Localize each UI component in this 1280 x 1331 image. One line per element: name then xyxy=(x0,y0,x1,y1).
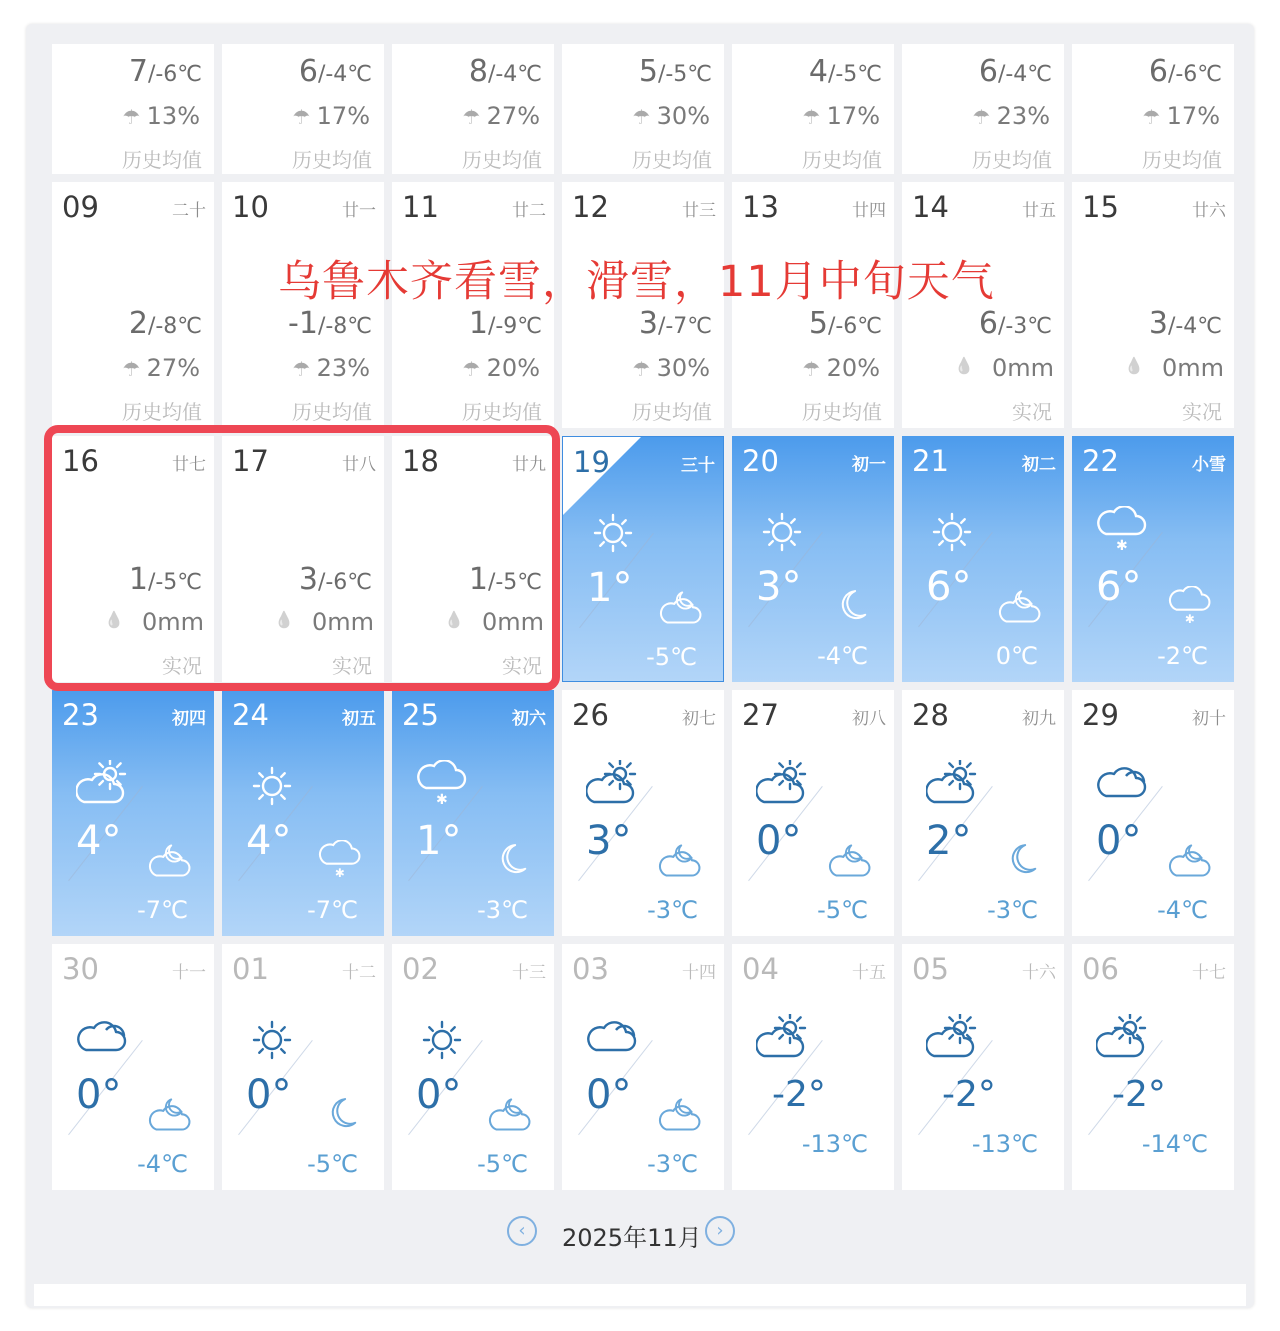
day-cell[interactable] xyxy=(902,436,1064,682)
bottom-bar xyxy=(34,1284,1246,1306)
day-cell[interactable] xyxy=(52,944,214,1190)
lunar-date: 廿三 xyxy=(682,201,716,221)
day-cell[interactable] xyxy=(1072,436,1234,682)
lunar-date: 廿九 xyxy=(512,455,546,475)
forecast-high: 0° xyxy=(76,1072,122,1118)
partly-cloudy-icon xyxy=(926,760,978,816)
sun-icon xyxy=(246,760,298,816)
precip-amount: 0mm xyxy=(991,354,1054,382)
forecast-low: -5℃ xyxy=(817,896,868,924)
lunar-date: 廿五 xyxy=(1022,201,1056,221)
temperature-range xyxy=(979,306,1052,341)
lunar-date: 小雪 xyxy=(1192,455,1226,475)
forecast-low: -5℃ xyxy=(307,1150,358,1178)
cloud-icon xyxy=(1096,760,1148,816)
svg-text:✱: ✱ xyxy=(1184,612,1195,627)
low-temp: /-4℃ xyxy=(317,62,372,87)
raindrop-icon: 💧 xyxy=(444,610,464,629)
precip-value: 17% xyxy=(826,102,880,130)
forecast-high: 4° xyxy=(76,818,122,864)
precip-chance xyxy=(802,102,880,130)
prev-month-button[interactable]: ‹ xyxy=(507,1216,537,1246)
low-temp: /-7℃ xyxy=(657,314,712,339)
next-month-button[interactable]: › xyxy=(705,1216,735,1246)
precip-chance xyxy=(632,102,710,130)
high-temp: 1 xyxy=(468,306,488,341)
low-temp: /-5℃ xyxy=(147,570,202,595)
high-temp: 3 xyxy=(638,306,658,341)
precip-value: 17% xyxy=(1166,102,1220,130)
forecast-low: -13℃ xyxy=(971,1130,1038,1158)
lunar-date: 初五 xyxy=(342,709,376,729)
day-number: 28 xyxy=(912,698,949,732)
day-cell[interactable] xyxy=(1072,182,1234,428)
forecast-low: -4℃ xyxy=(137,1150,188,1178)
highlight-box xyxy=(44,425,560,691)
cloudy-night-icon xyxy=(658,1094,702,1142)
day-number: 22 xyxy=(1082,444,1119,478)
sun-icon xyxy=(926,506,978,562)
precip-value: 13% xyxy=(146,102,200,130)
lunar-date: 廿二 xyxy=(512,201,546,221)
svg-text:✱: ✱ xyxy=(1116,538,1128,554)
lunar-date: 初八 xyxy=(852,709,886,729)
precip-amount: 0mm xyxy=(141,608,204,636)
forecast-high: 6° xyxy=(1096,564,1142,610)
snow-icon xyxy=(1096,506,1148,562)
low-temp: /-4℃ xyxy=(1167,314,1222,339)
data-source-note: 历史均值 xyxy=(122,148,202,172)
day-number: 30 xyxy=(62,952,99,986)
low-temp: /-8℃ xyxy=(317,314,372,339)
high-temp: 3 xyxy=(1148,306,1168,341)
sun-icon xyxy=(756,506,808,562)
precip-value: 20% xyxy=(826,354,880,382)
precip-chance xyxy=(1142,102,1220,130)
day-cell[interactable] xyxy=(902,944,1064,1190)
data-source-note: 历史均值 xyxy=(122,400,202,424)
precip-value: 30% xyxy=(656,354,710,382)
moon-icon xyxy=(998,840,1042,888)
cloudy-night-icon xyxy=(658,840,702,888)
cloudy-night-icon xyxy=(488,1094,532,1142)
day-cell[interactable] xyxy=(732,44,894,174)
raindrop-icon: 💧 xyxy=(954,356,974,375)
umbrella-icon: ☂ xyxy=(292,357,317,381)
day-number: 27 xyxy=(742,698,779,732)
day-cell[interactable] xyxy=(222,44,384,174)
temperature-range xyxy=(979,54,1052,89)
lunar-date: 十五 xyxy=(852,963,886,983)
lunar-date: 十二 xyxy=(342,963,376,983)
precip-chance xyxy=(122,354,200,382)
umbrella-icon: ☂ xyxy=(122,357,147,381)
precip-chance xyxy=(462,102,540,130)
precip-chance xyxy=(122,102,200,130)
day-number: 29 xyxy=(1082,698,1119,732)
forecast-low: -3℃ xyxy=(647,896,698,924)
day-number: 13 xyxy=(742,190,779,224)
precip-chance xyxy=(802,354,880,382)
high-temp: 6 xyxy=(1148,54,1168,89)
umbrella-icon: ☂ xyxy=(632,357,657,381)
snow-icon xyxy=(1168,586,1212,634)
partly-cloudy-icon xyxy=(926,1014,978,1070)
lunar-date: 初十 xyxy=(1192,709,1226,729)
day-number: 01 xyxy=(232,952,269,986)
low-temp: /-4℃ xyxy=(487,62,542,87)
cloudy-night-icon xyxy=(659,587,703,635)
partly-cloudy-icon xyxy=(756,760,808,816)
day-number: 23 xyxy=(62,698,99,732)
precip-chance xyxy=(462,354,540,382)
lunar-date: 十三 xyxy=(512,963,546,983)
umbrella-icon: ☂ xyxy=(122,105,147,129)
forecast-high: 0° xyxy=(756,818,802,864)
lunar-date: 十六 xyxy=(1022,963,1056,983)
data-source-note: 历史均值 xyxy=(292,400,372,424)
forecast-high: -2° xyxy=(772,1074,826,1115)
lunar-date: 十七 xyxy=(1192,963,1226,983)
data-source-note: 历史均值 xyxy=(802,148,882,172)
high-temp: 4 xyxy=(808,54,828,89)
raindrop-icon: 💧 xyxy=(1124,356,1144,375)
forecast-low: -4℃ xyxy=(817,642,868,670)
forecast-low: 0℃ xyxy=(995,642,1038,670)
temperature-range xyxy=(809,54,882,89)
month-footer xyxy=(0,1206,1280,1258)
forecast-high: 0° xyxy=(586,1072,632,1118)
forecast-high: 1° xyxy=(416,818,462,864)
snow-icon xyxy=(318,840,362,888)
lunar-date: 初六 xyxy=(512,709,546,729)
data-source-note: 实况 xyxy=(332,654,372,678)
forecast-high: 6° xyxy=(926,564,972,610)
day-cell[interactable] xyxy=(392,44,554,174)
umbrella-icon: ☂ xyxy=(972,105,997,129)
high-temp: 1 xyxy=(468,562,488,597)
precip-chance xyxy=(972,102,1050,130)
umbrella-icon: ☂ xyxy=(632,105,657,129)
day-cell[interactable] xyxy=(562,690,724,936)
high-temp: 6 xyxy=(978,306,998,341)
precip-amount: 0mm xyxy=(1161,354,1224,382)
day-cell[interactable] xyxy=(52,44,214,174)
data-source-note: 历史均值 xyxy=(292,148,372,172)
day-cell[interactable] xyxy=(52,182,214,428)
data-source-note: 历史均值 xyxy=(462,400,542,424)
day-cell[interactable] xyxy=(222,944,384,1190)
data-source-note: 实况 xyxy=(1012,400,1052,424)
lunar-date: 初四 xyxy=(172,709,206,729)
partly-cloudy-icon xyxy=(756,1014,808,1070)
precip-value: 30% xyxy=(656,102,710,130)
umbrella-icon: ☂ xyxy=(1142,105,1167,129)
forecast-high: 0° xyxy=(246,1072,292,1118)
temperature-range xyxy=(469,306,542,341)
precip-value: 17% xyxy=(316,102,370,130)
low-temp: /-6℃ xyxy=(827,314,882,339)
data-source-note: 实况 xyxy=(502,654,542,678)
high-temp: -1 xyxy=(288,306,318,341)
lunar-date: 二十 xyxy=(172,201,206,221)
high-temp: 5 xyxy=(808,306,828,341)
precip-value: 23% xyxy=(996,102,1050,130)
high-temp: 6 xyxy=(298,54,318,89)
low-temp: /-4℃ xyxy=(997,62,1052,87)
lunar-date: 初九 xyxy=(1022,709,1056,729)
temperature-range xyxy=(809,306,882,341)
day-number: 26 xyxy=(572,698,609,732)
umbrella-icon: ☂ xyxy=(292,105,317,129)
precip-value: 23% xyxy=(316,354,370,382)
moon-icon xyxy=(828,586,872,634)
low-temp: /-5℃ xyxy=(487,570,542,595)
lunar-date: 三十 xyxy=(681,456,715,476)
forecast-low: -5℃ xyxy=(477,1150,528,1178)
low-temp: /-8℃ xyxy=(147,314,202,339)
low-temp: /-5℃ xyxy=(657,62,712,87)
lunar-date: 廿四 xyxy=(852,201,886,221)
day-cell[interactable] xyxy=(1072,44,1234,174)
lunar-date: 十一 xyxy=(172,963,206,983)
svg-text:✱: ✱ xyxy=(334,866,345,881)
forecast-low: -5℃ xyxy=(646,643,697,671)
day-cell[interactable] xyxy=(1072,690,1234,936)
umbrella-icon: ☂ xyxy=(802,357,827,381)
raindrop-icon: 💧 xyxy=(104,610,124,629)
cloudy-night-icon xyxy=(998,586,1042,634)
day-cell[interactable] xyxy=(52,690,214,936)
high-temp: 3 xyxy=(298,562,318,597)
day-cell[interactable] xyxy=(562,944,724,1190)
day-number: 02 xyxy=(402,952,439,986)
day-number: 06 xyxy=(1082,952,1119,986)
forecast-high: -2° xyxy=(1112,1074,1166,1115)
lunar-date: 十四 xyxy=(682,963,716,983)
temperature-range xyxy=(1149,306,1222,341)
forecast-high: -2° xyxy=(942,1074,996,1115)
partly-cloudy-icon xyxy=(1096,1014,1148,1070)
data-source-note: 历史均值 xyxy=(802,400,882,424)
cloudy-night-icon xyxy=(828,840,872,888)
day-cell[interactable] xyxy=(732,436,894,682)
day-number: 14 xyxy=(912,190,949,224)
sun-icon xyxy=(246,1014,298,1070)
forecast-low: -7℃ xyxy=(137,896,188,924)
day-cell[interactable] xyxy=(392,690,554,936)
day-number: 04 xyxy=(742,952,779,986)
cloud-icon xyxy=(586,1014,638,1070)
day-number: 03 xyxy=(572,952,609,986)
precip-chance xyxy=(292,102,370,130)
low-temp: /-6℃ xyxy=(317,570,372,595)
cloudy-night-icon xyxy=(148,840,192,888)
cloudy-night-icon xyxy=(1168,840,1212,888)
umbrella-icon: ☂ xyxy=(802,105,827,129)
day-cell[interactable] xyxy=(562,436,724,682)
data-source-note: 历史均值 xyxy=(972,148,1052,172)
precip-amount: 0mm xyxy=(311,608,374,636)
moon-icon xyxy=(318,1094,362,1142)
forecast-high: 0° xyxy=(416,1072,462,1118)
temperature-range xyxy=(129,306,202,341)
day-cell[interactable] xyxy=(392,944,554,1190)
forecast-high: 0° xyxy=(1096,818,1142,864)
forecast-low: -3℃ xyxy=(477,896,528,924)
partly-cloudy-icon xyxy=(586,760,638,816)
lunar-date: 初二 xyxy=(1022,455,1056,475)
partly-cloudy-icon xyxy=(76,760,128,816)
temperature-range xyxy=(288,306,372,341)
forecast-low: -2℃ xyxy=(1157,642,1208,670)
day-cell[interactable] xyxy=(732,690,894,936)
day-number: 17 xyxy=(232,444,269,478)
day-number: 20 xyxy=(742,444,779,478)
data-source-note: 历史均值 xyxy=(1142,148,1222,172)
day-number: 12 xyxy=(572,190,609,224)
temperature-range xyxy=(639,306,712,341)
high-temp: 2 xyxy=(128,306,148,341)
day-number: 05 xyxy=(912,952,949,986)
day-number: 09 xyxy=(62,190,99,224)
lunar-date: 廿一 xyxy=(342,201,376,221)
precip-value: 27% xyxy=(486,102,540,130)
temperature-range xyxy=(299,54,372,89)
high-temp: 1 xyxy=(128,562,148,597)
day-number: 16 xyxy=(62,444,99,478)
forecast-low: -4℃ xyxy=(1157,896,1208,924)
forecast-high: 2° xyxy=(926,818,972,864)
umbrella-icon: ☂ xyxy=(462,105,487,129)
day-cell[interactable] xyxy=(732,944,894,1190)
data-source-note: 实况 xyxy=(1182,400,1222,424)
forecast-low: -13℃ xyxy=(801,1130,868,1158)
sun-icon xyxy=(587,507,639,563)
day-number: 15 xyxy=(1082,190,1119,224)
temperature-range xyxy=(469,54,542,89)
lunar-date: 廿六 xyxy=(1192,201,1226,221)
lunar-date: 廿七 xyxy=(172,455,206,475)
month-label: 2025年11月 xyxy=(562,1224,702,1252)
precip-value: 20% xyxy=(486,354,540,382)
temperature-range xyxy=(639,54,712,89)
data-source-note: 历史均值 xyxy=(632,400,712,424)
day-cell[interactable] xyxy=(902,690,1064,936)
data-source-note: 实况 xyxy=(162,654,202,678)
sun-icon xyxy=(416,1014,468,1070)
overlay-title: 乌鲁木齐看雪，滑雪，11月中旬天气 xyxy=(278,257,995,307)
lunar-date: 廿八 xyxy=(342,455,376,475)
day-number: 11 xyxy=(402,190,439,224)
day-cell[interactable] xyxy=(222,690,384,936)
high-temp: 5 xyxy=(638,54,658,89)
lunar-date: 初一 xyxy=(852,455,886,475)
precip-amount: 0mm xyxy=(481,608,544,636)
day-cell[interactable] xyxy=(562,44,724,174)
day-number: 10 xyxy=(232,190,269,224)
high-temp: 7 xyxy=(128,54,148,89)
moon-icon xyxy=(488,840,532,888)
temperature-range xyxy=(1149,54,1222,89)
day-number: 25 xyxy=(402,698,439,732)
forecast-low: -3℃ xyxy=(647,1150,698,1178)
forecast-high: 3° xyxy=(756,564,802,610)
low-temp: /-6℃ xyxy=(147,62,202,87)
forecast-high: 4° xyxy=(246,818,292,864)
forecast-high: 1° xyxy=(587,565,633,611)
low-temp: /-9℃ xyxy=(487,314,542,339)
data-source-note: 历史均值 xyxy=(632,148,712,172)
raindrop-icon: 💧 xyxy=(274,610,294,629)
svg-text:✱: ✱ xyxy=(436,792,448,808)
low-temp: /-3℃ xyxy=(997,314,1052,339)
lunar-date: 初七 xyxy=(682,709,716,729)
forecast-low: -14℃ xyxy=(1141,1130,1208,1158)
cloudy-night-icon xyxy=(148,1094,192,1142)
precip-value: 27% xyxy=(146,354,200,382)
data-source-note: 历史均值 xyxy=(462,148,542,172)
day-number: 21 xyxy=(912,444,949,478)
precip-chance xyxy=(292,354,370,382)
high-temp: 8 xyxy=(468,54,488,89)
forecast-low: -7℃ xyxy=(307,896,358,924)
day-cell[interactable] xyxy=(1072,944,1234,1190)
day-number: 19 xyxy=(573,445,610,479)
day-number: 18 xyxy=(402,444,439,478)
forecast-high: 3° xyxy=(586,818,632,864)
temperature-range xyxy=(129,54,202,89)
day-number: 24 xyxy=(232,698,269,732)
low-temp: /-6℃ xyxy=(1167,62,1222,87)
low-temp: /-5℃ xyxy=(827,62,882,87)
forecast-low: -3℃ xyxy=(987,896,1038,924)
snow-icon xyxy=(416,760,468,816)
cloud-icon xyxy=(76,1014,128,1070)
high-temp: 6 xyxy=(978,54,998,89)
day-cell[interactable] xyxy=(902,44,1064,174)
umbrella-icon: ☂ xyxy=(462,357,487,381)
precip-chance xyxy=(632,354,710,382)
